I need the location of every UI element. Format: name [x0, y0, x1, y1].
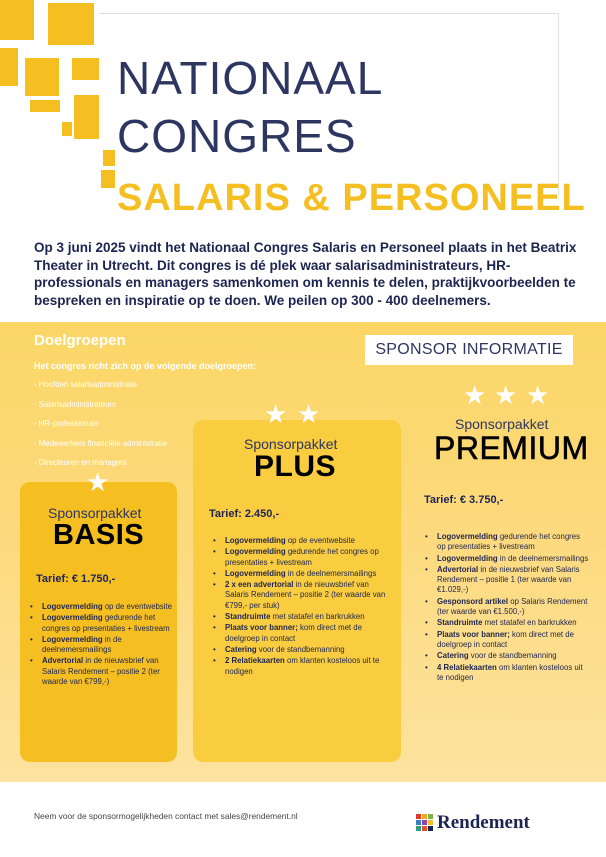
- star-icon: ★: [494, 380, 518, 410]
- plus-item: • Logovermelding op de eventwebsite: [213, 536, 388, 546]
- doelgroepen-title: Doelgroepen: [34, 332, 126, 349]
- plus-items: [213, 536, 388, 678]
- plus-item: • Standruimte met statafel en barkrukken: [213, 612, 388, 622]
- basis-item: • Logovermelding in de deelnemersmailings: [30, 635, 172, 656]
- plus-item: • Catering voor de standbemanning: [213, 645, 388, 655]
- plus-name: PLUS: [254, 450, 337, 483]
- premium-item: • Catering voor de standbemanning: [425, 651, 590, 661]
- logo-grid-icon: [416, 814, 434, 832]
- deco-square: [0, 48, 18, 86]
- star-icon: ★: [86, 467, 110, 497]
- title-frame: [99, 13, 559, 195]
- basis-item: • Logovermelding gedurende het congres op presentaties + livestream: [30, 613, 172, 634]
- deco-square: [74, 95, 99, 139]
- plus-tarief: Tarief: 2.450,-: [209, 508, 280, 520]
- doelgroep-item: - Medewerkers financiële administratie: [34, 438, 168, 448]
- star-icon: ★: [463, 380, 487, 410]
- star-icon: ★: [297, 399, 321, 429]
- star-icon: ★: [264, 399, 288, 429]
- logo-square: [428, 814, 433, 819]
- premium-tarief: Tarief: € 3.750,-: [424, 494, 504, 506]
- rendement-logo: [416, 812, 566, 834]
- plus-item: • 2 Relatiekaarten om klanten kosteloos uit te nodigen: [213, 656, 388, 677]
- title-line-2: CONGRES: [117, 110, 357, 162]
- premium-item: • 4 Relatiekaarten om klanten kosteloos uit te nodigen: [425, 663, 590, 684]
- doelgroepen-intro: Het congres richt zich op de volgende doelgroepen:: [34, 361, 257, 371]
- basis-item: • Advertorial in de nieuwsbrief van Salaris Rendement – positie 2 (ter waarde van €799,-): [30, 656, 172, 687]
- deco-square: [48, 3, 94, 45]
- logo-square: [428, 820, 433, 825]
- premium-item: • Logovermelding in de deelnemersmailings: [425, 554, 590, 564]
- deco-square: [0, 0, 34, 40]
- doelgroep-item: - Salarisadministrateurs: [34, 399, 116, 409]
- logo-square: [416, 814, 421, 819]
- logo-text: Rendement: [437, 812, 530, 833]
- logo-square: [422, 826, 427, 831]
- plus-label: Sponsorpakket: [244, 436, 338, 452]
- intro-paragraph: Op 3 juni 2025 vindt het Nationaal Congres Salaris en Personeel plaats in het Beatrix Theater in Utrecht. Dit congres is dé plek waar salarisadministrateurs, HR-professionals en managers samenkomen om kennis te delen, praktijkvoorbeelden te bespreken en inspiratie op te doen. We peilen op 300 - 400 deelnemers.: [34, 240, 577, 308]
- deco-square: [72, 58, 99, 80]
- plus-item: • Plaats voor banner; kom direct met de doelgroep in contact: [213, 623, 388, 644]
- premium-item: • Logovermelding gedurende het congres op presentaties + livestream: [425, 532, 590, 553]
- doelgroep-item: - HR-professionals: [34, 419, 99, 428]
- premium-items: [425, 532, 590, 684]
- premium-item: • Advertorial in de nieuwsbrief van Salaris Rendement – positie 1 (ter waarde van €1.029,-): [425, 565, 590, 596]
- deco-square: [30, 100, 60, 112]
- basis-items: [30, 602, 172, 688]
- plus-item: • Logovermelding in de deelnemersmailings: [213, 569, 388, 579]
- doelgroep-item: - Hoofden salarisadministratie: [34, 380, 138, 389]
- title-line-1: NATIONAAL: [117, 52, 384, 104]
- premium-item: • Gesponsord artikel op Salaris Rendement (ter waarde van €1.500,-): [425, 597, 590, 618]
- footer-contact: Neem voor de sponsormogelijkheden contact met sales@rendement.nl: [34, 811, 298, 821]
- logo-square: [422, 820, 427, 825]
- premium-item: • Plaats voor banner; kom direct met de doelgroep in contact: [425, 630, 590, 651]
- deco-square: [25, 58, 59, 96]
- premium-name: PREMIUM: [434, 430, 589, 466]
- basis-name: BASIS: [53, 519, 145, 551]
- basis-tarief: Tarief: € 1.750,-: [36, 573, 116, 585]
- premium-label: Sponsorpakket: [455, 416, 549, 432]
- sponsor-info-label: SPONSOR INFORMATIE: [365, 335, 573, 365]
- doelgroep-item: - Directeuren en managers: [34, 458, 127, 467]
- logo-square: [416, 820, 421, 825]
- subtitle: SALARIS & PERSONEEL: [117, 177, 586, 219]
- basis-item: • Logovermelding op de eventwebsite: [30, 602, 172, 612]
- premium-item: • Standruimte met statafel en barkrukken: [425, 618, 590, 628]
- deco-square: [62, 122, 72, 136]
- logo-square: [416, 826, 421, 831]
- basis-label: Sponsorpakket: [48, 505, 142, 521]
- star-icon: ★: [526, 380, 550, 410]
- doelgroepen-list: [34, 379, 167, 477]
- logo-square: [422, 814, 427, 819]
- plus-item: • Logovermelding gedurende het congres op presentaties + livestream: [213, 547, 388, 568]
- plus-item: • 2 x een advertorial in de nieuwsbrief van Salaris Rendement – positie 2 (ter waarde van €799,- per stuk): [213, 580, 388, 611]
- logo-square: [428, 826, 433, 831]
